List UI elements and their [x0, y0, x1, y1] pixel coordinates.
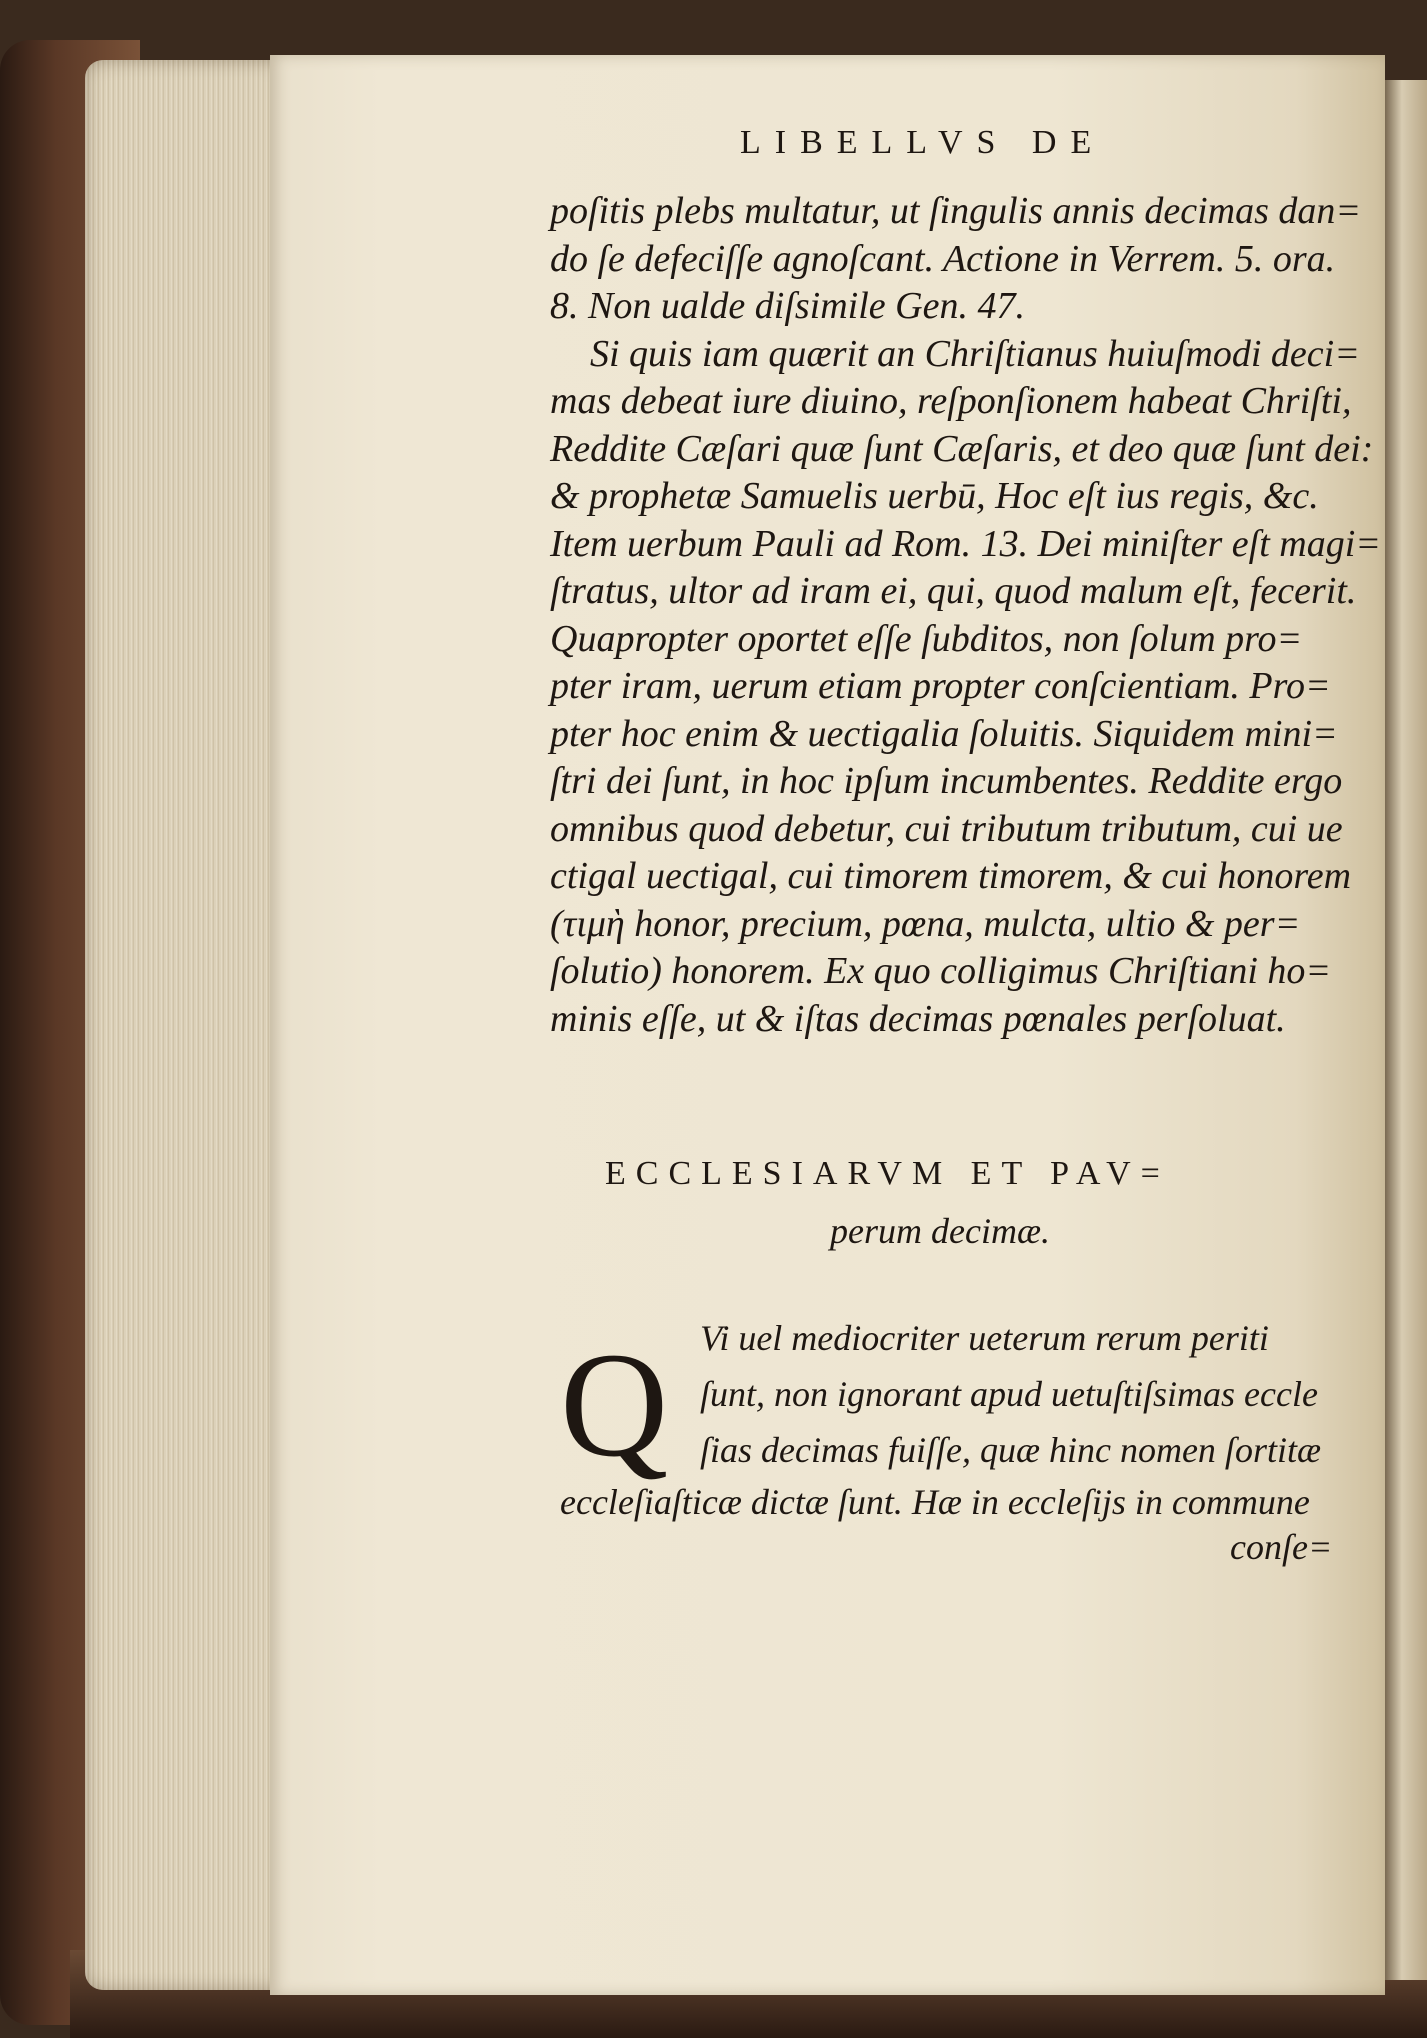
text-line: Quapropter oportet eſſe ſubditos, non ſolum pro=	[550, 617, 1303, 660]
text-line: pter hoc enim & uectigalia ſoluitis. Siquidem mini=	[550, 712, 1338, 755]
text-line: do ſe defeciſſe agnoſcant. Actione in Verrem. 5. ora.	[550, 237, 1336, 280]
text-line: 8. Non ualde diſsimile Gen. 47.	[550, 285, 1025, 327]
paragraph-3-indented	[700, 1310, 1340, 1478]
text-line: & prophetæ Samuelis uerbū, Hoc eſt ius regis, &c.	[550, 475, 1319, 517]
page-edges	[85, 60, 285, 1990]
text-line: poſitis plebs multatur, ut ſingulis annis decimas dan=	[550, 190, 1362, 232]
section-subheading: perum decimæ.	[830, 1211, 1050, 1251]
paragraph-2	[550, 331, 1381, 1044]
text-line: ſtratus, ultor ad iram ei, qui, quod malum eſt, fecerit.	[550, 570, 1357, 612]
text-line: Vi uel mediocriter ueterum rerum periti	[700, 1318, 1269, 1358]
text-line: Reddite Cæſari quæ ſunt Cæſaris, et deo quæ ſunt dei:	[550, 427, 1374, 470]
section-heading: ECCLESIARVM ET PAV=	[605, 1155, 1170, 1192]
text-line: ſunt, non ignorant apud uetuſtiſsimas eccle	[700, 1374, 1318, 1414]
paragraph-3-full	[560, 1474, 1350, 1530]
paragraph-1	[550, 188, 1362, 331]
text-line: (τιμὴ honor, precium, pœna, mulcta, ultio & per=	[550, 902, 1301, 945]
text-line: ctigal uectigal, cui timorem timorem, & cui honorem	[550, 855, 1352, 897]
decorated-initial: Q	[560, 1322, 669, 1488]
text-line: minis eſſe, ut & iſtas decimas pœnales perſoluat.	[550, 997, 1286, 1040]
text-line: ſolutio) honorem. Ex quo colligimus Chriſtiani ho=	[550, 950, 1332, 992]
text-line: pter iram, uerum etiam propter conſcientiam. Pro=	[550, 665, 1331, 707]
main-text-block	[550, 188, 1381, 1043]
text-line: eccleſiaſticæ dictæ ſunt. Hæ in eccleſijs in commune	[560, 1482, 1310, 1522]
text-line: omnibus quod debetur, cui tributum tributum, cui ue	[550, 807, 1343, 850]
text-line: ſtri dei ſunt, in hoc ipſum incumbentes. Reddite ergo	[550, 760, 1343, 802]
text-line: Si quis iam quærit an Chriſtianus huiuſmodi deci=	[590, 332, 1360, 375]
text-line: Item uerbum Pauli ad Rom. 13. Dei miniſter eſt magi=	[550, 522, 1381, 565]
book-gutter	[1385, 80, 1427, 1980]
text-line: mas debeat iure diuino, reſponſionem habeat Chriſti,	[550, 380, 1352, 422]
running-head: LIBELLVS DE	[740, 124, 1106, 161]
text-line: ſias decimas fuiſſe, quæ hinc nomen ſortitæ	[700, 1430, 1321, 1470]
catchword: conſe=	[1230, 1527, 1333, 1567]
